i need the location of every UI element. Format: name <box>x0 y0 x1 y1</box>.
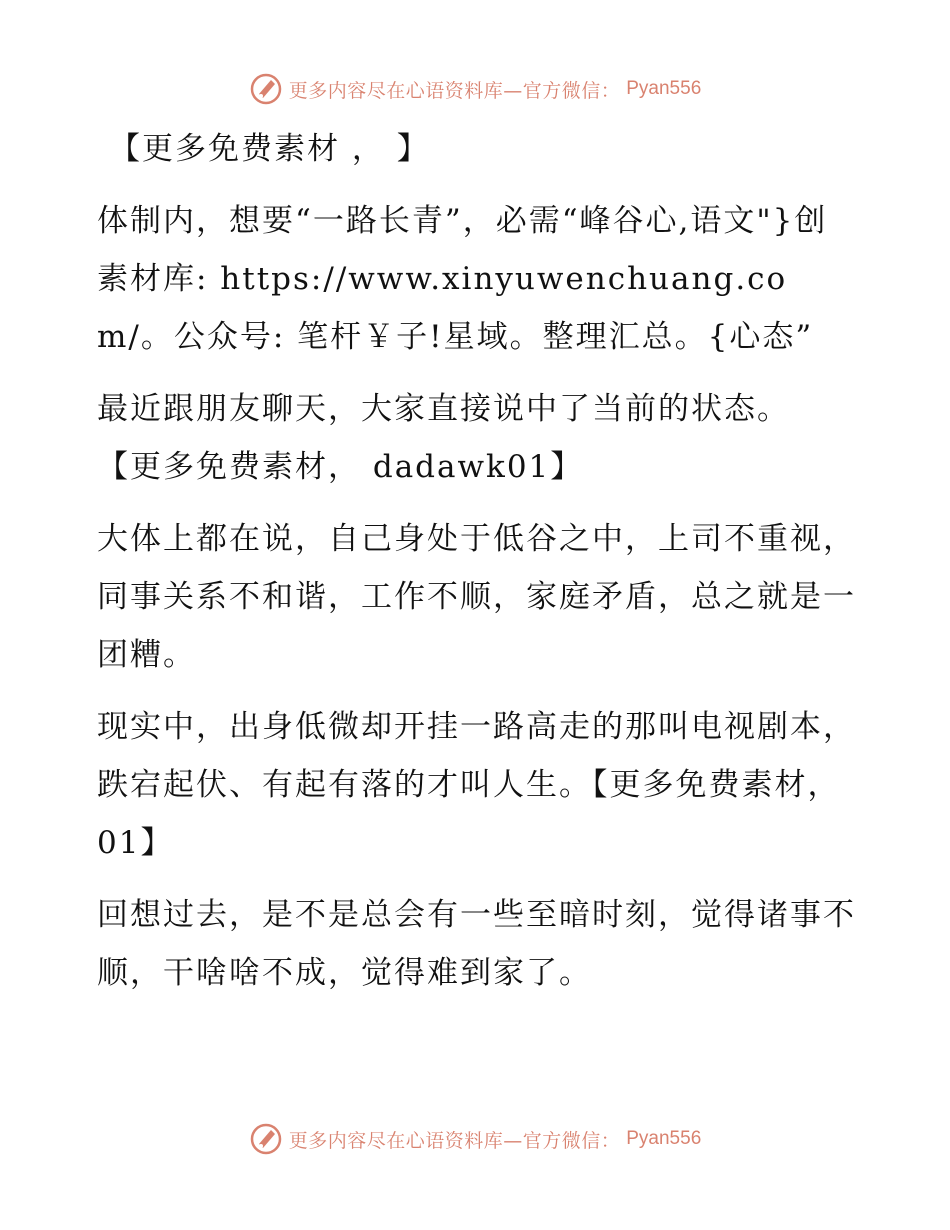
header-watermark <box>0 72 950 106</box>
paragraph: 体制内，想要“一路长青”，必需“峰谷心,语文"}创素材库: https://www.xinyuwenchuang.com/。公众号: 笔杆￥子!星域。整理汇总。{心态” <box>97 203 828 355</box>
paragraph: 现实中，出身低微却开挂一路高走的那叫电视剧本，跌宕起伏、有起有落的才叫人生。【更多免费素材， 01】 <box>97 709 856 861</box>
paragraph: 最近跟朋友聊天，大家直接说中了当前的状态。 <box>97 391 790 427</box>
watermark-text: 更多内容尽在心语资料库—官方微信： <box>288 1129 621 1152</box>
paragraph: 大体上都在说，自己身处于低谷之中，上司不重视，同事关系不和谐，工作不顺，家庭矛盾，总之就是一团糟。 <box>97 521 856 673</box>
watermark-text: 更多内容尽在心语资料库—官方微信： <box>288 79 621 102</box>
footer-watermark <box>0 1122 950 1156</box>
logo-icon <box>249 1122 283 1156</box>
paragraph: 回想过去，是不是总会有一些至暗时刻，觉得诸事不顺，干啥啥不成，觉得难到家了。 <box>97 897 856 991</box>
watermark-wechat: Pyan556 <box>626 1128 702 1149</box>
document-body <box>97 120 857 1016</box>
paragraph: 【更多免费素材， dadawk01】 <box>97 449 584 485</box>
watermark-wechat: Pyan556 <box>626 78 702 99</box>
logo-icon <box>249 72 283 106</box>
paragraph: 【更多免费素材 ， 】 <box>109 131 430 167</box>
